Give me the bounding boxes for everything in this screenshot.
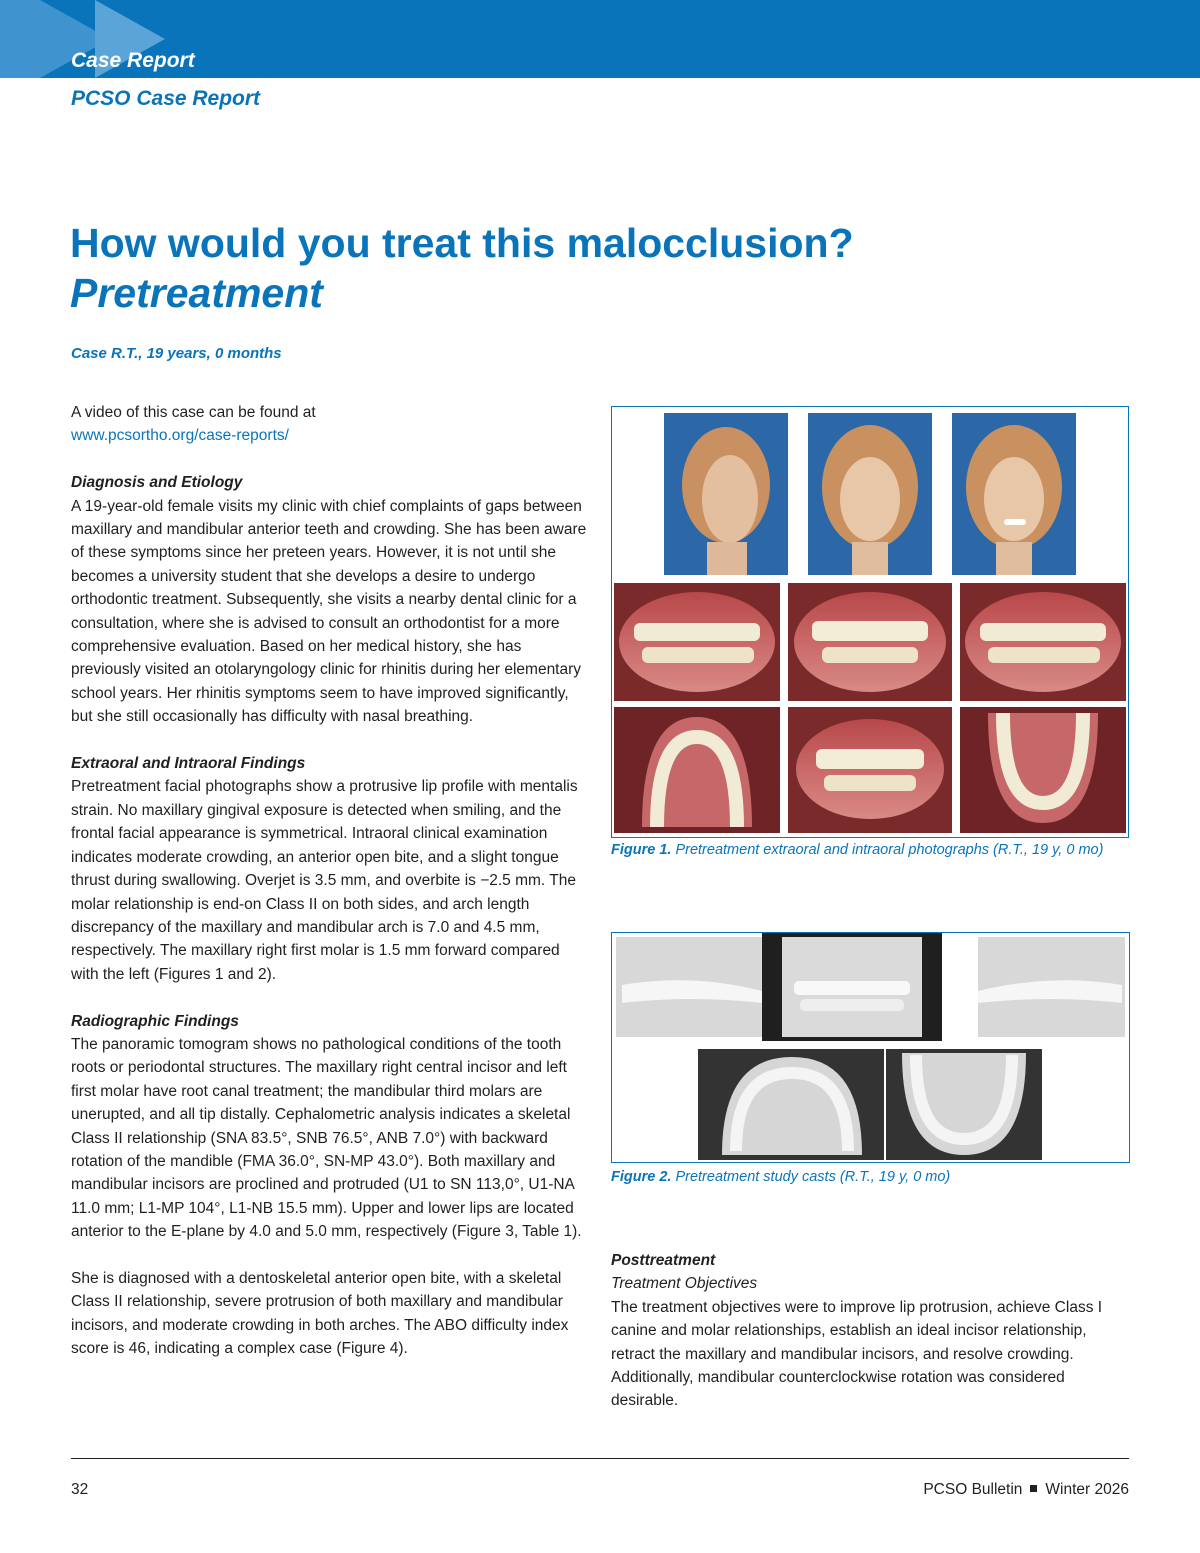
section-text: Pretreatment facial photographs show a protrusive lip profile with mentalis strain. No maxillary gingival exposure is detected when smiling, and the frontal facial appearance is symmetrical. Intraoral clinical examination indicates moderate crowding, an anterior open bite, and a slight tongue thrust during swallowing. Overjet is 3.5 mm, and overbite is −2.5 mm. The molar relationship is end-on Class II on both sides, and arch length discrepancy of the maxillary and mandibular arch is 7.0 and 4.5 mm, respectively. The maxillary right first molar is 1.5 mm forward compared with the left (Figures 1 and 2). [71,778,578,983]
posttreatment-text: The treatment objectives were to improve lip protrusion, achieve Class I canine and molar relationships, establish an ideal incisor relationship, retract the maxillary and mandibular incisors, and resolve crowding. Additionally, mandibular counterclockwise rotation was considered desirable. [611,1298,1103,1410]
section-heading: Radiographic Findings [71,1012,239,1030]
posttreatment-section [611,1249,1131,1413]
figure-1-image [612,407,1128,837]
summary-paragraph: She is diagnosed with a dentoskeletal anterior open bite, with a skeletal Class II relationship, severe protrusion of both maxillary and mandibular incisors, and moderate crowding in both arches. The ABO difficulty index score is 46, indicating a complex case (Figure 4). [71,1269,569,1358]
figure-2-caption [611,1169,950,1185]
cast-frontal [762,933,942,1041]
section-diagnosis [71,471,591,728]
figure-label: Figure 1. [611,842,672,858]
intraoral-photo-overjet [788,707,952,833]
section-text: A 19-year-old female visits my clinic with chief complaints of gaps between maxillary and mandibular anterior teeth and crowding. She has been aware of these symptoms since her preteen years. However, it is not until she becomes a university student that she develops a desire to undergo orthodontic treatment. Subsequently, she visits a nearby dental clinic for a consultation, where she is advised to consult an orthodontist for a more comprehensive evaluation. Based on her medical history, she has previously visited an otolaryngology clinic for rhinitis during her elementary school years. Her rhinitis symptoms seem to have improved significantly, but she still occasionally has difficulty with nasal breathing. [71,497,587,726]
intraoral-photo-frontal [788,583,952,701]
intraoral-photo-right [614,583,780,701]
left-column [71,401,591,1384]
title-line-1: How would you treat this malocclusion? [70,220,854,266]
case-reports-link[interactable]: www.pcsortho.org/case-reports/ [71,427,289,445]
figure-1-caption [611,842,1103,858]
intro-paragraph [71,401,591,448]
posttreatment-subheading: Treatment Objectives [611,1275,758,1293]
journal-name: PCSO Bulletin [923,1481,1023,1498]
posttreatment-heading: Posttreatment [611,1252,716,1269]
section-label: Case Report [71,49,195,72]
page-number: 32 [71,1481,89,1498]
figure-2-study-casts [611,932,1130,1163]
cast-maxillary-occlusal [698,1049,884,1160]
cast-left-lateral [978,937,1125,1037]
cast-mandibular-occlusal [886,1049,1042,1160]
figure-2-image [612,933,1129,1162]
occlusal-photo-mandibular [960,707,1126,833]
journal-issue: Winter 2026 [1045,1481,1129,1498]
section-heading: Diagnosis and Etiology [71,474,243,492]
section-heading: Extraoral and Intraoral Findings [71,755,306,773]
case-line: Case R.T., 19 years, 0 months [71,345,282,362]
intraoral-photo-left [960,583,1126,701]
subsection-label: PCSO Case Report [71,87,261,110]
footer-rule [71,1458,1129,1459]
separator-square-icon [1030,1485,1037,1492]
section-text: The panoramic tomogram shows no pathological conditions of the tooth roots or periodontal structures. The maxillary right central incisor and left first molar have root canal treatment; the mandibular third molars are unerupted, and all tip distally. Cephalometric analysis indicates a skeletal Class II relationship (SNA 83.5°, SNB 76.5°, ANB 7.0°) with backward rotation of the mandible (FMA 36.0°, SN-MP 43.0°). Both maxillary and mandibular incisors are proclined and protruded (U1 to SN 113,0°, U1-NA 11.0 mm; L1-MP 104°, L1-NB 15.5 mm). Upper and lower lips are located anterior to the E-plane by 4.0 and 5.0 mm, respectively (Figure 3, Table 1). [71,1035,582,1241]
figure-1-photographs [611,406,1129,838]
caption-text: Pretreatment study casts (R.T., 19 y, 0 mo) [675,1169,951,1185]
section-findings [71,752,591,986]
facial-photo-frontal [808,413,932,575]
figure-label: Figure 2. [611,1169,672,1185]
facial-photo-profile [664,413,788,575]
title-line-2: Pretreatment [70,270,323,316]
facial-photo-smiling [952,413,1076,575]
article-title [70,218,854,318]
cast-right-lateral [616,937,762,1037]
intro-text: A video of this case can be found at [71,404,316,421]
section-radiographic [71,1010,591,1244]
occlusal-photo-maxillary [614,707,780,833]
caption-text: Pretreatment extraoral and intraoral photographs (R.T., 19 y, 0 mo) [675,842,1104,858]
journal-info [923,1481,1129,1499]
